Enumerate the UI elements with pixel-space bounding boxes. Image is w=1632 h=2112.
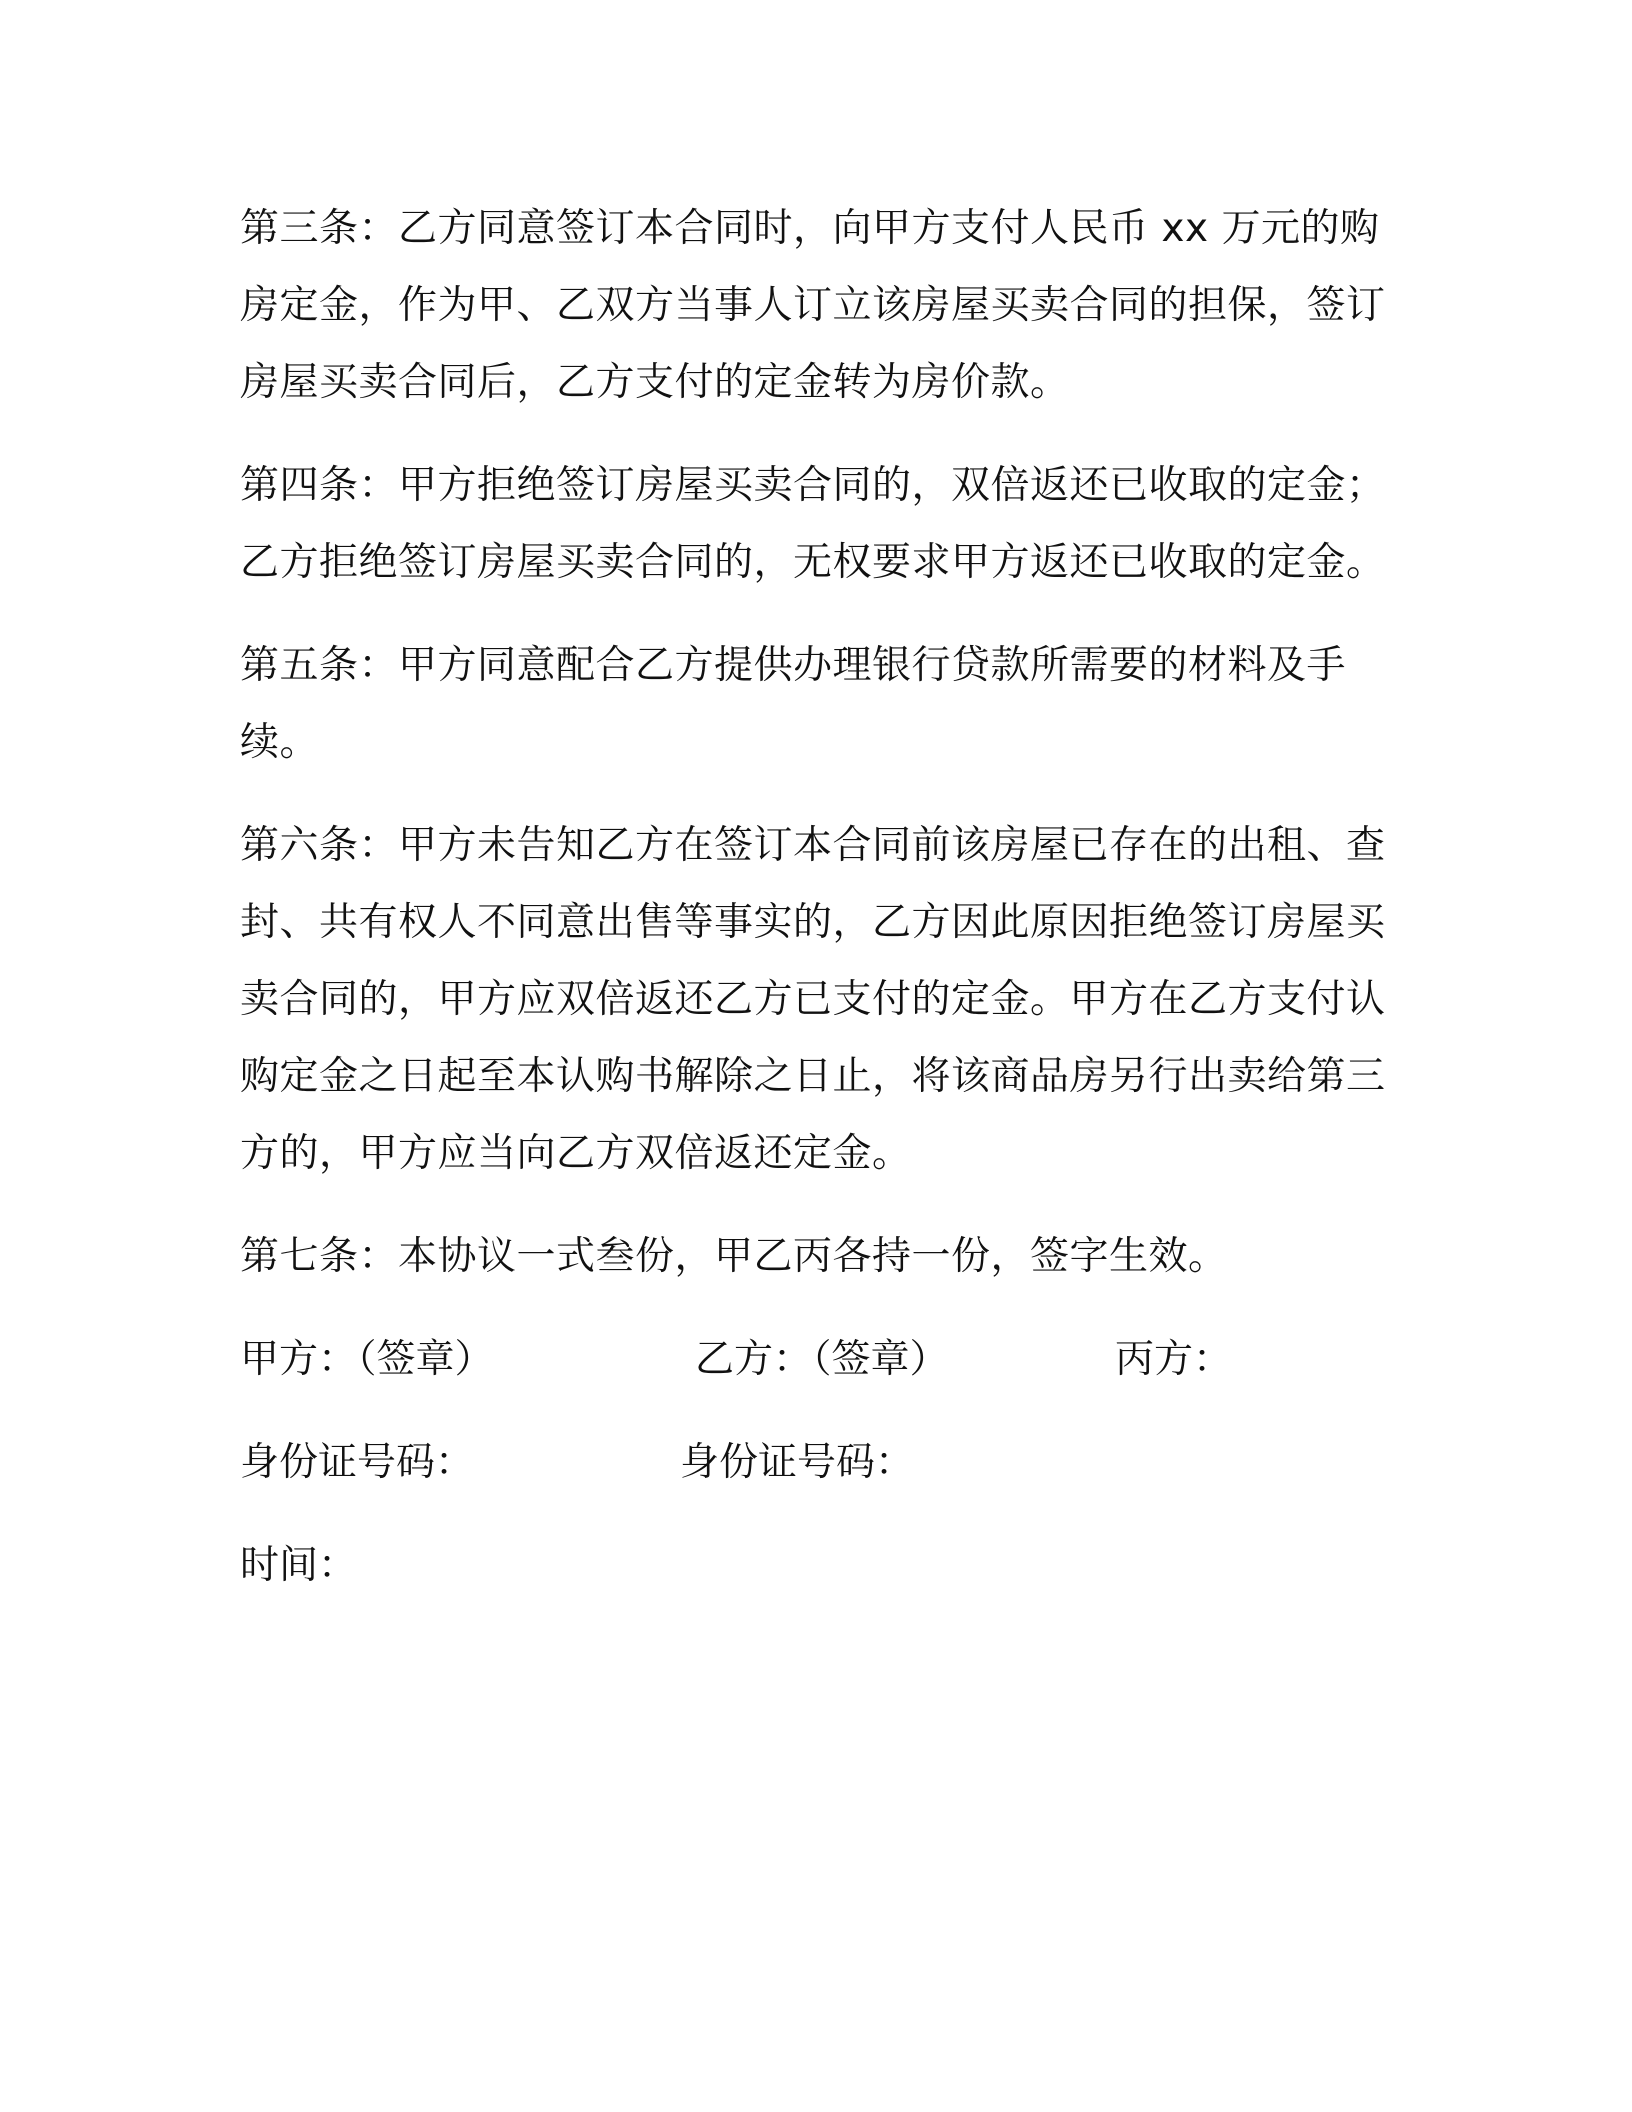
party-c-signature: 丙方： xyxy=(1115,1337,1233,1382)
document-body xyxy=(240,190,1400,1630)
party-b-id-number: 身份证号码： xyxy=(680,1440,915,1485)
clause-7: 第七条：本协议一式叁份，甲乙丙各持一份，签字生效。 xyxy=(240,1234,1228,1279)
clause-5: 第五条：甲方同意配合乙方提供办理银行贷款所需要的材料及手续。 xyxy=(240,643,1347,765)
clause-4: 第四条：甲方拒绝签订房屋买卖合同的，双倍返还已收取的定金；乙方拒绝签订房屋买卖合同的，无权要求甲方返还已收取的定金。 xyxy=(240,463,1386,585)
signature-row xyxy=(240,1321,1400,1398)
time-label: 时间： xyxy=(240,1543,358,1588)
id-number-row xyxy=(240,1424,1400,1501)
clause-3: 第三条：乙方同意签订本合同时，向甲方支付人民币 xx 万元的购房定金，作为甲、乙双方当事人订立该房屋买卖合同的担保，签订房屋买卖合同后，乙方支付的定金转为房价款。 xyxy=(240,206,1386,405)
party-b-signature: 乙方：（签章） xyxy=(695,1337,949,1382)
party-a-signature: 甲方：（签章） xyxy=(240,1337,494,1382)
time-row xyxy=(240,1527,1400,1604)
clause-6: 第六条：甲方未告知乙方在签订本合同前该房屋已存在的出租、查封、共有权人不同意出售等事实的，乙方因此原因拒绝签订房屋买卖合同的，甲方应双倍返还乙方已支付的定金。甲方在乙方支付认购定金之日起至本认购书解除之日止，将该商品房另行出卖给第三方的，甲方应当向乙方双倍返还定金。 xyxy=(240,823,1386,1176)
party-a-id-number: 身份证号码： xyxy=(240,1440,475,1485)
